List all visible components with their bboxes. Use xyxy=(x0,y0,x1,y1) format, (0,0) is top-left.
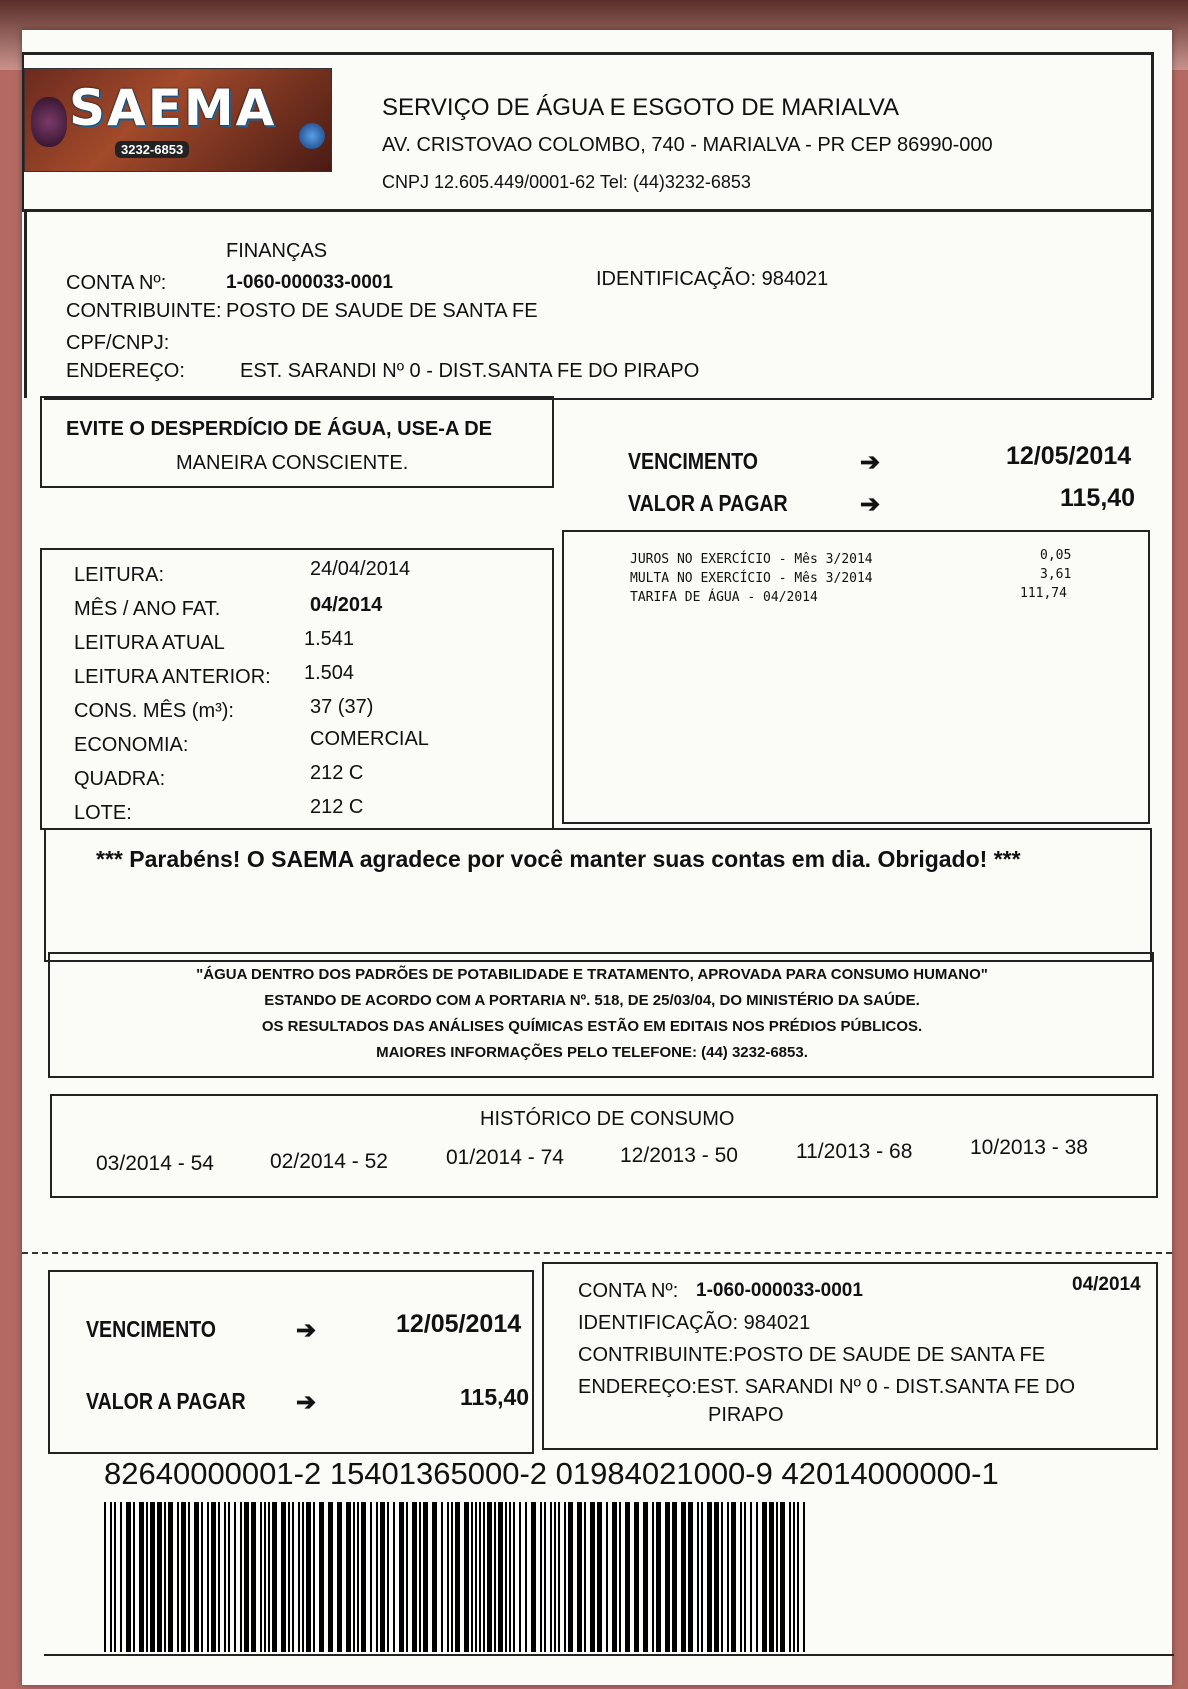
barcode-bar xyxy=(260,1502,262,1652)
endereco-label: ENDEREÇO: xyxy=(66,360,185,382)
barcode-bar xyxy=(387,1502,389,1652)
arrow-icon: ➔ xyxy=(296,1389,317,1416)
slip-valor-value: 115,40 xyxy=(460,1384,530,1410)
charge-desc: MULTA NO EXERCÍCIO - Mês 3/2014 xyxy=(630,571,873,586)
history-item: 02/2014 - 52 xyxy=(270,1150,388,1173)
barcode-bar xyxy=(756,1502,758,1652)
barcode-bar xyxy=(554,1502,556,1652)
barcode-bar xyxy=(306,1502,311,1652)
barcode-bar xyxy=(268,1502,270,1652)
barcode-bar xyxy=(505,1502,507,1652)
barcode-bar xyxy=(769,1502,774,1652)
barcode-bar xyxy=(550,1502,552,1652)
slip-endereco-line2: PIRAPO xyxy=(708,1404,784,1426)
barcode-bar xyxy=(681,1502,686,1652)
barcode-bar xyxy=(612,1502,617,1652)
slip-conta-value: 1-060-000033-0001 xyxy=(696,1280,863,1301)
barcode-bar xyxy=(793,1502,795,1652)
barcode-bar xyxy=(406,1502,408,1652)
saema-logo xyxy=(24,68,332,172)
barcode-bar xyxy=(157,1502,162,1652)
barcode-bar xyxy=(744,1502,746,1652)
barcode-bar xyxy=(797,1502,799,1652)
arrow-icon: ➔ xyxy=(860,491,881,518)
barcode-bar xyxy=(357,1502,359,1652)
barcode-bar xyxy=(701,1502,703,1652)
barcode-bar xyxy=(380,1502,385,1652)
valor-value: 115,40 xyxy=(1060,484,1136,512)
barcode-bar xyxy=(665,1502,670,1652)
lote-label: LOTE: xyxy=(74,802,132,824)
barcode-bar xyxy=(590,1502,595,1652)
barcode-bar xyxy=(697,1502,699,1652)
barcode-bar xyxy=(150,1502,155,1652)
barcode-bar xyxy=(625,1502,630,1652)
barcode-bar xyxy=(577,1502,582,1652)
barcode-bar xyxy=(531,1502,536,1652)
barcode-bar xyxy=(564,1502,566,1652)
slip-vencimento-label: VENCIMENTO xyxy=(86,1316,216,1342)
contribuinte-label: CONTRIBUINTE: xyxy=(66,300,222,322)
barcode-bar xyxy=(298,1502,300,1652)
barcode-bar xyxy=(441,1502,443,1652)
barcode-bar xyxy=(337,1502,342,1652)
contribuinte-value: POSTO DE SAUDE DE SANTA FE xyxy=(226,300,538,322)
barcode-bar xyxy=(568,1502,573,1652)
thanks-message: *** Parabéns! O SAEMA agradece por você manter suas contas em dia. Obrigado! *** xyxy=(96,846,1021,872)
cons-value: 37 (37) xyxy=(310,696,374,718)
quadra-value: 212 C xyxy=(310,762,364,784)
barcode-bar xyxy=(319,1502,324,1652)
barcode-bar xyxy=(740,1502,742,1652)
mes-value: 04/2014 xyxy=(310,594,383,616)
barcode-bar xyxy=(302,1502,304,1652)
charge-value: 0,05 xyxy=(1040,548,1072,563)
barcode-bar xyxy=(110,1502,112,1652)
barcode-bar xyxy=(126,1502,131,1652)
barcode-bar xyxy=(513,1502,515,1652)
barcode-bar xyxy=(361,1502,366,1652)
barcode-bar xyxy=(776,1502,778,1652)
barcode-bar xyxy=(707,1502,712,1652)
barcode-bar xyxy=(423,1502,428,1652)
leitura-atual-label: LEITURA ATUAL xyxy=(74,632,225,654)
vencimento-label: VENCIMENTO xyxy=(628,448,758,474)
barcode-bar xyxy=(419,1502,421,1652)
barcode-bar xyxy=(619,1502,621,1652)
barcode-bar xyxy=(376,1502,378,1652)
slip-conta-label: CONTA Nº: xyxy=(578,1280,679,1302)
economia-value: COMERCIAL xyxy=(310,728,429,750)
barcode-bar xyxy=(211,1502,216,1652)
potability-line2: ESTANDO DE ACORDO COM A PORTARIA Nº. 518, DE 25/03/04, DO MINISTÉRIO DA SAÚDE. xyxy=(264,992,920,1009)
bottom-border xyxy=(44,1654,1174,1656)
notice-line1: EVITE O DESPERDÍCIO DE ÁGUA, USE-A DE xyxy=(66,418,492,440)
arrow-icon: ➔ xyxy=(296,1317,317,1344)
barcode-bar xyxy=(181,1502,186,1652)
lote-value: 212 C xyxy=(310,796,364,818)
history-item: 11/2013 - 68 xyxy=(796,1140,913,1163)
potability-line4: MAIORES INFORMAÇÕES PELO TELEFONE: (44) 3232-6853. xyxy=(376,1044,808,1061)
barcode-bar xyxy=(471,1502,473,1652)
notice-line2: MANEIRA CONSCIENTE. xyxy=(176,452,409,474)
barcode-bar xyxy=(188,1502,190,1652)
arrow-icon: ➔ xyxy=(860,449,881,476)
barcode-bar xyxy=(224,1502,226,1652)
barcode-bar xyxy=(264,1502,266,1652)
conta-value: 1-060-000033-0001 xyxy=(226,272,393,293)
history-item: 01/2014 - 74 xyxy=(446,1146,564,1169)
barcode-bar xyxy=(168,1502,173,1652)
cut-line xyxy=(22,1252,1172,1254)
barcode-digits: 82640000001-2 15401365000-2 01984021000-9 42014000000-1 xyxy=(104,1456,999,1491)
barcode-bar xyxy=(606,1502,608,1652)
barcode-bar xyxy=(292,1502,294,1652)
barcode-bar xyxy=(656,1502,661,1652)
grapes-icon xyxy=(31,97,67,147)
barcode-bar xyxy=(475,1502,477,1652)
barcode-bar xyxy=(399,1502,404,1652)
barcode-bar xyxy=(558,1502,560,1652)
barcode-bar xyxy=(120,1502,122,1652)
barcode-bar xyxy=(494,1502,496,1652)
barcode-bar xyxy=(519,1502,521,1652)
barcode-bar xyxy=(762,1502,767,1652)
history-title: HISTÓRICO DE CONSUMO xyxy=(480,1108,735,1130)
barcode-bar xyxy=(281,1502,286,1652)
barcode-bar xyxy=(240,1502,242,1652)
barcode-bar xyxy=(228,1502,230,1652)
slip-identificacao: IDENTIFICAÇÃO: 984021 xyxy=(578,1312,811,1334)
charge-desc: JUROS NO EXERCÍCIO - Mês 3/2014 xyxy=(630,552,873,567)
barcode-bar xyxy=(164,1502,166,1652)
barcode-bar xyxy=(509,1502,511,1652)
history-item: 03/2014 - 54 xyxy=(96,1152,214,1175)
barcode-bar xyxy=(412,1502,417,1652)
barcode-bar xyxy=(313,1502,315,1652)
mes-label: MÊS / ANO FAT. xyxy=(74,598,221,620)
barcode-bar xyxy=(584,1502,586,1652)
potability-line1: "ÁGUA DENTRO DOS PADRÕES DE POTABILIDADE E TRATAMENTO, APROVADA PARA CONSUMO HUMANO" xyxy=(196,966,988,983)
company-cnpj-tel: CNPJ 12.605.449/0001-62 Tel: (44)3232-6853 xyxy=(382,172,751,192)
barcode-bar xyxy=(353,1502,355,1652)
barcode-bar xyxy=(370,1502,372,1652)
barcode-bar xyxy=(133,1502,135,1652)
history-item: 12/2013 - 50 xyxy=(620,1144,738,1167)
charge-desc: TARIFA DE ÁGUA - 04/2014 xyxy=(630,590,818,605)
charge-value: 111,74 xyxy=(1020,586,1067,601)
barcode-bar xyxy=(483,1502,485,1652)
barcode-bar xyxy=(780,1502,785,1652)
leitura-value: 24/04/2014 xyxy=(310,558,411,580)
barcode-bar xyxy=(104,1502,106,1652)
barcode-bar xyxy=(201,1502,203,1652)
barcode-bar xyxy=(139,1502,144,1652)
slip-endereco-line1: ENDEREÇO:EST. SARANDI Nº 0 - DIST.SANTA FE DO xyxy=(578,1376,1076,1398)
barcode-bar xyxy=(464,1502,469,1652)
cons-label: CONS. MÊS (m³): xyxy=(74,700,234,722)
barcode-bar xyxy=(432,1502,437,1652)
vencimento-value: 12/05/2014 xyxy=(1006,442,1132,470)
leitura-label: LEITURA: xyxy=(74,564,165,586)
barcode-bar xyxy=(447,1502,449,1652)
barcode-bar xyxy=(177,1502,179,1652)
barcode-bar xyxy=(451,1502,453,1652)
economia-label: ECONOMIA: xyxy=(74,734,189,756)
barcode-bar xyxy=(328,1502,333,1652)
barcode-bar xyxy=(479,1502,481,1652)
leitura-anterior-value: 1.504 xyxy=(304,662,355,684)
barcode-bar xyxy=(727,1502,729,1652)
barcode xyxy=(104,1502,816,1652)
slip-contribuinte: CONTRIBUINTE:POSTO DE SAUDE DE SANTA FE xyxy=(578,1344,1046,1366)
globe-icon xyxy=(299,123,325,149)
barcode-bar xyxy=(393,1502,395,1652)
barcode-bar xyxy=(498,1502,503,1652)
identificacao: IDENTIFICAÇÃO: 984021 xyxy=(596,268,829,290)
barcode-bar xyxy=(544,1502,546,1652)
barcode-bar xyxy=(634,1502,639,1652)
leitura-anterior-label: LEITURA ANTERIOR: xyxy=(74,666,271,688)
potability-line3: OS RESULTADOS DAS ANÁLISES QUÍMICAS ESTÃO EM EDITAIS NOS PRÉDIOS PÚBLICOS. xyxy=(261,1018,923,1035)
barcode-bar xyxy=(218,1502,220,1652)
barcode-bar xyxy=(731,1502,736,1652)
barcode-bar xyxy=(207,1502,209,1652)
logo-phone: 3232-6853 xyxy=(115,141,189,158)
barcode-bar xyxy=(652,1502,654,1652)
barcode-bar xyxy=(789,1502,791,1652)
endereco-value: EST. SARANDI Nº 0 - DIST.SANTA FE DO PIRAPO xyxy=(240,360,700,382)
barcode-bar xyxy=(643,1502,648,1652)
barcode-bar xyxy=(114,1502,116,1652)
barcode-bar xyxy=(803,1502,805,1652)
slip-vencimento-value: 12/05/2014 xyxy=(396,1310,522,1338)
cpf-label: CPF/CNPJ: xyxy=(66,332,170,354)
valor-label: VALOR A PAGAR xyxy=(628,490,788,516)
barcode-bar xyxy=(244,1502,249,1652)
barcode-bar xyxy=(540,1502,542,1652)
quadra-label: QUADRA: xyxy=(74,768,166,790)
leitura-atual-value: 1.541 xyxy=(304,628,355,650)
slip-ref: 04/2014 xyxy=(1072,1274,1141,1295)
barcode-bar xyxy=(194,1502,199,1652)
company-address: AV. CRISTOVAO COLOMBO, 740 - MARIALVA - PR CEP 86990-000 xyxy=(382,134,993,156)
barcode-bar xyxy=(346,1502,351,1652)
company-title: SERVIÇO DE ÁGUA E ESGOTO DE MARIALVA xyxy=(382,94,900,121)
barcode-bar xyxy=(146,1502,148,1652)
charge-value: 3,61 xyxy=(1040,567,1072,582)
barcode-bar xyxy=(234,1502,236,1652)
barcode-bar xyxy=(672,1502,677,1652)
barcode-bar xyxy=(272,1502,277,1652)
conta-label: CONTA Nº: xyxy=(66,272,167,294)
barcode-bar xyxy=(688,1502,693,1652)
barcode-bar xyxy=(714,1502,719,1652)
logo-text: SAEMA xyxy=(69,79,277,137)
financas-label: FINANÇAS xyxy=(226,240,328,262)
barcode-bar xyxy=(455,1502,460,1652)
barcode-bar xyxy=(721,1502,723,1652)
barcode-bar xyxy=(597,1502,602,1652)
slip-valor-label: VALOR A PAGAR xyxy=(86,1388,246,1414)
barcode-bar xyxy=(750,1502,752,1652)
barcode-bar xyxy=(487,1502,492,1652)
slip-payment-box xyxy=(48,1270,534,1454)
barcode-bar xyxy=(288,1502,290,1652)
barcode-bar xyxy=(251,1502,256,1652)
history-item: 10/2013 - 38 xyxy=(970,1136,1088,1159)
barcode-bar xyxy=(525,1502,527,1652)
